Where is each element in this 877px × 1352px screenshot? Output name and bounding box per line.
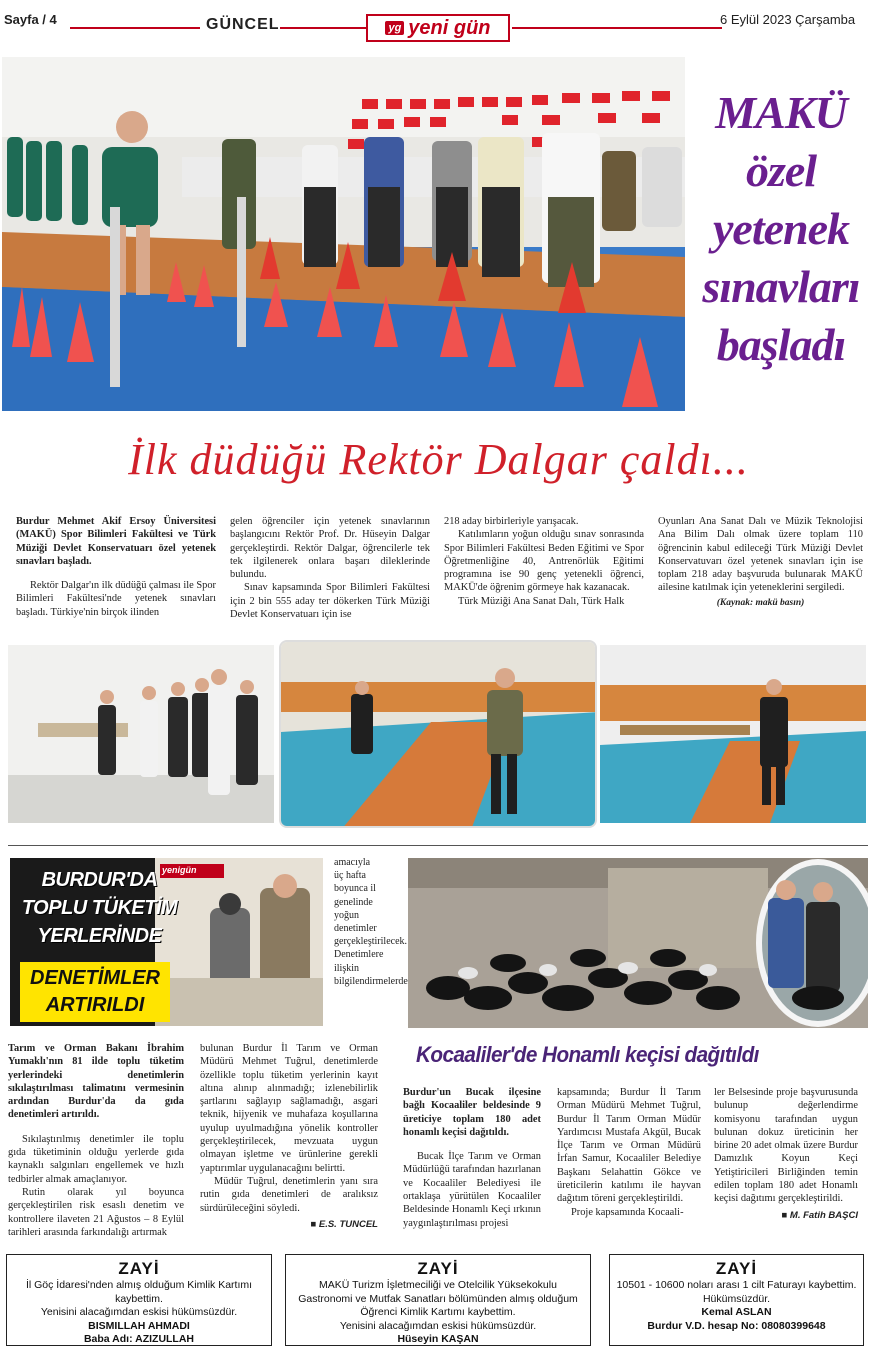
banner-text [12,866,187,950]
notice-line: Yenisini alacağımdan eskisi hükümsüzdür. [40,1306,238,1318]
inspection-col-2 [200,1042,378,1231]
banner-highlight [20,962,170,1022]
kocaaliler-headline: Kocaaliler'de Honamlı keçisi dağıtıldı [416,1042,759,1067]
paragraph: Rutin olarak yıl boyunca gerçekleştirilen risk esaslı denetim ve kontrollere ilaveten 21 Ağustos – 8 Eylül tarihleri arasında farkındalığı artırmak [8,1186,184,1238]
paragraph: ler Belsesinde proje başvurusunda bulunup değerlendirme komisyonu tarafından uygun bulunan dokuz üreticinin her birine 20 adet olmak üzere Burdur Damızlık Koyun Keçi Yetiştiricileri Birliğinden temin edilen toplam 180 adet Honamlı keçisi dağıtımı gerçekleştirildi. [714,1087,858,1205]
inspection-col-1 [8,1042,184,1239]
paragraph: kapsamında; Burdur İl Tarım Orman Müdürü Mehmet Tuğrul, Burdur İl Tarım Orman Müdür Yardımcısı Mustafa Akgül, Bucak İlçe Tarım ve Orman Müdürü İrfan Samur, Kocaaliler Belediye Başkanı Selahattin Gökce ve üreticilerin katılımı ile hayvan dağıtım töreni gerçekleştirildi. [557,1087,701,1205]
logo-text: yeni gün [408,16,491,39]
notice-line: Yenisini alacağımdan eskisi hükümsüzdür. [339,1319,537,1332]
paragraph: Müdür Tuğrul, denetimlerin yanı sıra rutin gıda denetimleri de aralıksız sürdürüleceğini söyledi. [200,1175,378,1214]
byline: ■ E.S. TUNCEL [310,1218,378,1230]
issue-date: 6 Eylül 2023 Çarşamba [720,12,856,27]
main-headline [688,84,874,374]
paragraph: Katılımların yoğun olduğu sınav sonrasında Spor Bilimleri Fakültesi Beden Eğitimi ve Spor Öğretmenliğine 40, Antrenörlük Eğitimi programına ise 90 genç yetenekli öğrenci, MAKÜ'de öğrenim görmeye hak kazanacak. [444,529,644,594]
main-col-1 [16,515,216,619]
lead-paragraph: Burdur Mehmet Akif Ersoy Üniversitesi (MAKÜ) Spor Bilimleri Fakültesi ve Türk Müziği Devlet Konservatuarı özel yetenek sınavları başladı. [16,516,216,567]
banner-highlight-line: DENETİMLER [30,967,160,989]
lost-notice-3 [609,1254,864,1346]
banner-line: BURDUR'DA [41,869,158,891]
paragraph: Bucak İlçe Tarım ve Orman Müdürlüğü tarafından hazırlanan ve Kocaaliler Belediyesi ile ortaklaşa yürütülen Kocaaliler Beldesinde Honamlı Keçi ırkının yaygınlaştırılması projesi [403,1151,541,1229]
photo-students-registration [8,645,274,823]
paragraph: bulunan Burdur İl Tarım ve Orman Müdürü Mehmet Tuğrul, denetimlerde özellikle toplu tüketim yerlerinin kayıt altına alınıp alınmadığı; izlenebilirlik şartlarını sağlayıp sağlamadığı, asgari teknik, hijyenik ve muhafaza koşullarına uyulup uyulmadığına yönelik kontroller gerçekleştirilecek, mevzuata uygun olmayan işletme ve ürünlerine gerekli yaptırımlar uygulanacağını belirtti. [200,1043,378,1174]
newspaper-logo[interactable] [366,14,510,42]
header-rule-right [512,27,722,29]
main-photo [2,57,685,411]
header-rule-left [70,27,200,29]
lost-notice-1 [6,1254,272,1346]
photo-art [8,645,274,823]
kocaaliler-col-3 [714,1086,858,1222]
main-col-4 [658,515,863,610]
paragraph: 218 aday birbirleriyle yarışacak. [444,516,579,527]
main-col-3 [444,515,644,608]
paragraph: Sınav kapsamında Spor Bilimleri Fakültesi için 2 bin 555 aday ter dökerken Türk Müziği Devlet Konservatuarı için ise [230,582,430,621]
lost-notice-2 [285,1254,591,1346]
inspection-narrow-col: amacıyla üç hafta boyunca il genelinde yoğun denetimler gerçekleştirilecek. Denetimlere ilişkin bilgilendirmelerde [334,857,408,987]
page-number: Sayfa / 4 [4,12,57,27]
paragraph: Sıkılaştırılmış denetimler ile toplu gıda tüketiminin olduğu yerlerde gıda kaynaklı salgınları engellemek ve hızlı tedbirler almak amaçlanıyor. [8,1133,184,1185]
notice-line: MAKÜ Turizm İşletmeciliği ve Otelcilik Yüksekokulu Gastronomi ve Mutfak Sanatları bölümünden almış olduğum Öğrenci Kimlik Kartımı kaybettim. [298,1279,578,1318]
paragraph: Proje kapsamında Kocaali- [571,1206,684,1218]
kocaaliler-col-2 [557,1086,701,1219]
goats-photo [408,858,868,1028]
photo-art [600,645,866,823]
main-photo-art [2,57,685,411]
notice-title: ZAYİ [118,1259,160,1278]
lead-paragraph: Burdur'un Bucak ilçesine bağlı Kocaaliler beldesinde 9 üreticiye toplam 180 adet honamlı keçisi dağıtıldı. [403,1087,541,1138]
headline-line: sınavları [702,261,860,312]
notice-line: İl Göç İdaresi'nden almış olduğum Kimlik Kartımı kaybettim. [25,1279,253,1305]
paragraph: gelen öğrenciler için yetenek sınavlarının başlangıcını Rektör Prof. Dr. Hüseyin Dalgar gerçekleştirdi. Rektör Dalgar, öğrencilerle tek tek ilgilenerek onlara başarı dileklerinde bulundu. [230,516,430,581]
sub-headline: İlk düdüğü Rektör Dalgar çaldı... [128,435,749,484]
goats-photo-art [408,858,868,1028]
photo-dance-exam [279,640,597,828]
section-divider [8,845,868,846]
section-title: GÜNCEL [206,16,280,33]
notice-title: ZAYİ [715,1259,758,1278]
headline-line: MAKÜ [715,87,847,138]
notice-signature: Hüseyin KAŞAN [397,1333,479,1345]
headline-line: başladı [716,319,846,370]
banner-highlight-line: ARTIRILDI [45,994,145,1016]
notice-signature: Kemal ASLAN [701,1306,772,1318]
photo-sign: yenigün [162,865,197,875]
paragraph: Oyunları Ana Sanat Dalı ve Müzik Teknolojisi Ana Bilim Dalı olmak üzere toplam 110 öğrencinin kabul edileceği Türk Müziği Devlet Konservatuvarı özel yetenek sınavları için ise toplam 218 aday başvuruda bulunarak MAKÜ ailesine katılmak için yeteneklerini sergiledi. [658,516,863,594]
paragraph: Türk Müziği Ana Sanat Dalı, Türk Halk [458,595,625,607]
notice-signature: Burdur V.D. hesap No: 08080399648 [647,1319,826,1332]
banner-line: YERLERİNDE [37,925,162,947]
photo-folk-dance-exam [600,645,866,823]
source-credit: (Kaynak: makü basın) [716,597,805,608]
notice-title: ZAYİ [417,1259,459,1278]
kocaaliler-col-1 [403,1086,541,1230]
photo-art [281,642,597,828]
inspection-banner [10,858,323,1026]
header-rule-mid [280,27,366,29]
byline: ■ M. Fatih BAŞCI [781,1209,858,1221]
notice-signature: Baba Adı: AZIZULLAH [83,1333,195,1345]
main-col-2 [230,515,430,621]
byline-name: E.S. TUNCEL [318,1218,378,1230]
logo-mark: yg [385,21,404,35]
headline-line: yetenek [712,203,850,254]
notice-signature: BISMILLAH AHMADI [88,1319,190,1332]
lead-paragraph: Tarım ve Orman Bakanı İbrahim Yumaklı'nın 81 ilde toplu tüketim yerlerindeki denetimlerin sıkılaştırılması talimatını vermesinin ardından Burdur'da da gıda denetimleri artırıldı. [8,1043,184,1121]
paragraph: Rektör Dalgar'ın ilk düdüğü çalması ile Spor Bilimleri Fakültesi'nde yetenek sınavları başladı. Türkiye'nin birçok ilinden [16,580,216,618]
banner-line: TOPLU TÜKETİM [21,897,178,919]
notice-line: 10501 - 10600 noları arası 1 cilt Faturayı kaybettim. Hükümsüzdür. [616,1279,857,1305]
headline-line: özel [745,145,817,196]
byline-name: M. Fatih BAŞCI [789,1209,858,1221]
